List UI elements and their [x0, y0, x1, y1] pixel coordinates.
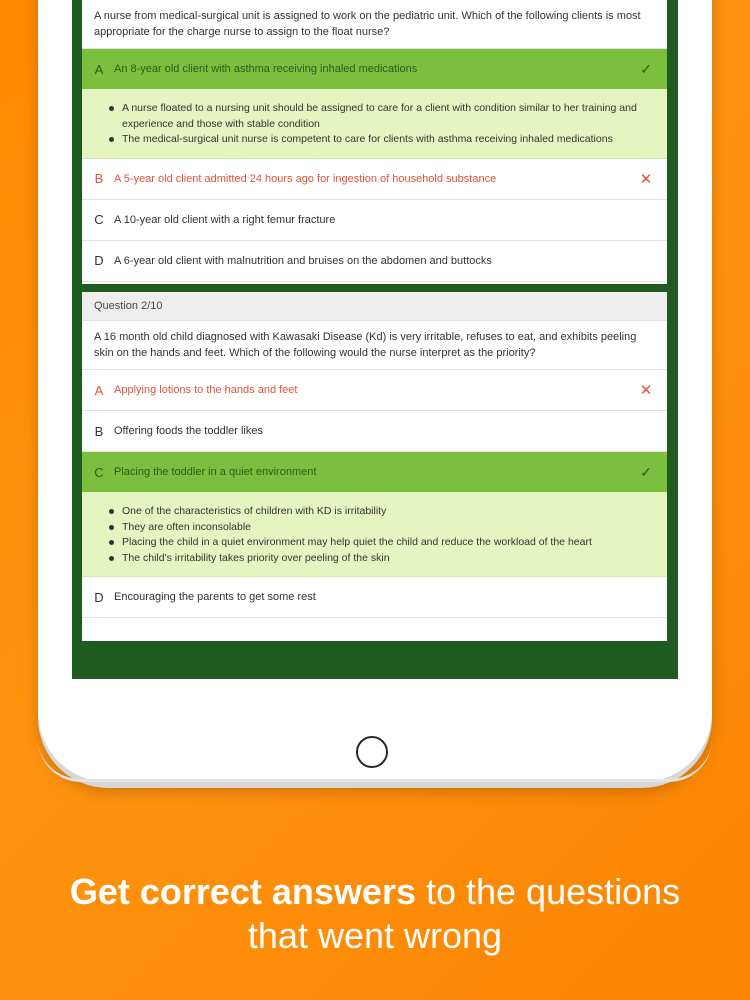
option-letter: C: [94, 464, 104, 480]
promo-caption: [0, 870, 750, 958]
app-screen: [72, 0, 678, 679]
answer-option-a[interactable]: [82, 370, 667, 411]
explanation-item: Placing the child in a quiet environment may help quiet the child and reduce the workload of the heart: [122, 535, 637, 551]
answer-explanation: [82, 89, 667, 159]
explanation-item: They are often inconsolable: [122, 520, 637, 536]
answer-option-d[interactable]: [82, 577, 667, 618]
caption-line-1: [0, 870, 750, 914]
answer-option-d[interactable]: [82, 241, 667, 282]
answer-explanation: [82, 492, 667, 577]
explanation-item: A nurse floated to a nursing unit should be assigned to care for a client with condition similar to her training and experience and those with stable condition: [122, 101, 637, 132]
option-letter: B: [94, 171, 104, 186]
checkmark-icon: ✓: [640, 463, 652, 480]
question-header: Question 2/10: [82, 292, 667, 321]
answer-option-c[interactable]: [82, 200, 667, 241]
tablet-device: [38, 0, 712, 782]
caption-line-2: that went wrong: [247, 915, 503, 956]
answer-option-a[interactable]: [82, 49, 667, 89]
option-letter: A: [94, 61, 104, 77]
question-text: A 16 month old child diagnosed with Kawasaki Disease (Kd) is very irritable, refuses to eat, and exhibits peeling skin on the hands and feet. Which of the following would the nurse interpret as the priority?: [82, 321, 667, 370]
option-text: A 10-year old client with a right femur fracture: [114, 213, 336, 226]
option-letter: B: [94, 423, 104, 439]
cross-icon: ✕: [639, 382, 653, 399]
option-letter: A: [94, 382, 104, 398]
option-text: An 8-year old client with asthma receiving inhaled medications: [114, 63, 418, 75]
option-text: Encouraging the parents to get some rest: [114, 591, 316, 603]
answer-option-c[interactable]: [82, 452, 667, 492]
answer-option-b[interactable]: [82, 159, 667, 200]
home-button[interactable]: [356, 736, 388, 768]
option-text: A 6-year old client with malnutrition and bruises on the abdomen and buttocks: [114, 254, 492, 267]
question-text: A nurse from medical-surgical unit is assigned to work on the pediatric unit. Which of the following clients is most appropriate for the charge nurse to assign to the float nurse?: [82, 0, 667, 49]
explanation-item: One of the characteristics of children with KD is irritability: [122, 504, 637, 520]
option-text: Applying lotions to the hands and feet: [114, 384, 298, 396]
cross-icon: ✕: [639, 170, 653, 188]
question-card-2: [82, 292, 667, 641]
explanation-item: The medical-surgical unit nurse is competent to care for clients with asthma receiving inhaled medications: [122, 132, 637, 148]
option-letter: C: [94, 212, 104, 227]
answer-option-b[interactable]: [82, 411, 667, 452]
option-letter: D: [94, 253, 104, 268]
caption-bold: Get correct answers: [69, 871, 416, 912]
option-text: A 5-year old client admitted 24 hours ago for ingestion of household substance: [114, 172, 497, 185]
option-text: Offering foods the toddler likes: [114, 425, 263, 437]
caption-rest: to the questions: [415, 871, 681, 912]
explanation-item: The child's irritability takes priority over peeling of the skin: [122, 551, 637, 567]
checkmark-icon: ✓: [640, 60, 652, 77]
option-letter: D: [94, 589, 104, 605]
option-text: Placing the toddler in a quiet environment: [114, 466, 317, 478]
question-card-1: [82, 0, 667, 284]
